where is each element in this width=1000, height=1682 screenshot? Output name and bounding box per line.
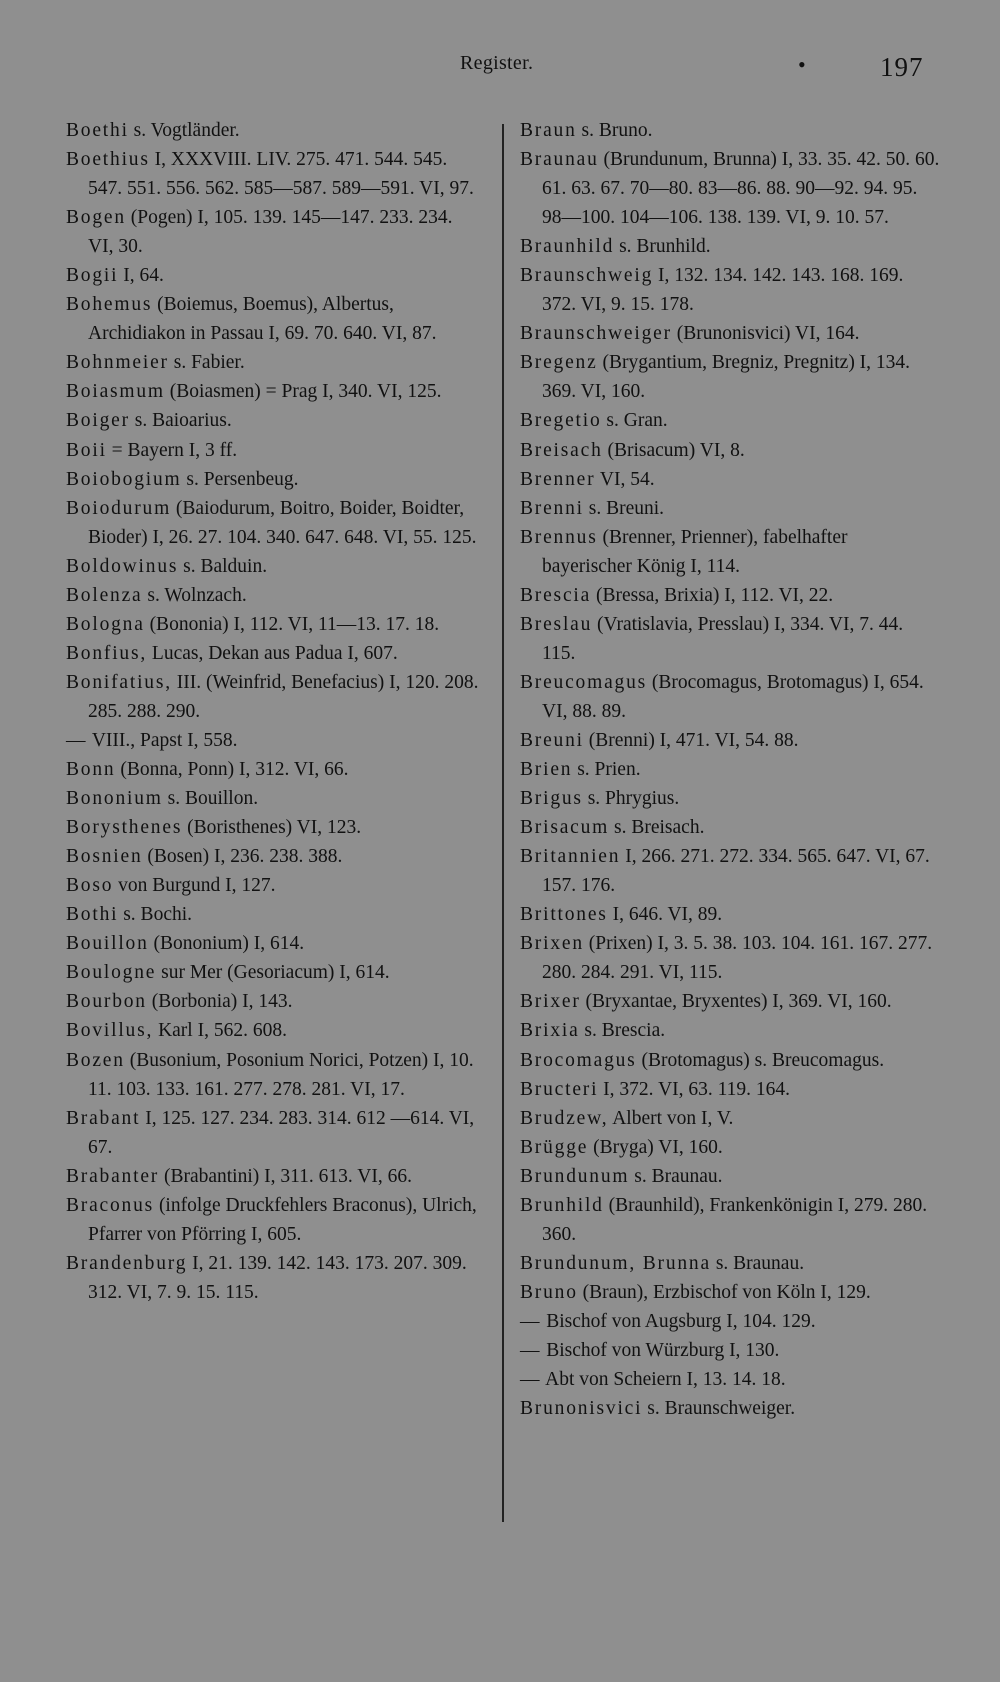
entry-headword: Bolenza	[66, 584, 143, 606]
index-entry	[520, 261, 940, 319]
entry-headword: Boldowinus	[66, 555, 179, 577]
entry-references: s. Braunau.	[629, 1165, 723, 1187]
entry-headword: Bonn	[66, 759, 116, 781]
entry-headword: Brocomagus	[520, 1049, 637, 1071]
entry-references: I, 646. VI, 89.	[607, 904, 723, 926]
entry-headword: —	[520, 1339, 542, 1361]
entry-references: I, 132. 134. 142. 143. 168. 169. 372. VI, 9. 15. 178.	[542, 265, 904, 316]
index-entry	[66, 813, 479, 842]
entry-references: (Baiodurum, Boitro, Boider, Boidter, Bioder) I, 26. 27. 104. 340. 647. 648. VI, 55. 125.	[88, 497, 477, 548]
entry-headword: Braunau	[520, 149, 599, 171]
entry-headword: Brudzew,	[520, 1107, 609, 1129]
entry-references: VIII., Papst I, 558.	[87, 729, 238, 751]
index-entry	[66, 1191, 479, 1249]
index-entry	[66, 1249, 479, 1307]
index-entry	[520, 755, 940, 784]
index-entry	[66, 1016, 479, 1045]
entry-headword: Boulogne	[66, 962, 157, 984]
entry-references: I, XXXVIII. LIV. 275. 471. 544. 545. 547. 551. 556. 562. 585—587. 589—591. VI, 97.	[88, 149, 474, 200]
index-entry	[66, 987, 479, 1016]
index-entry	[520, 1365, 940, 1394]
index-entry	[520, 1016, 940, 1045]
index-entry	[520, 1046, 940, 1075]
entry-references: (Bonna, Ponn) I, 312. VI, 66.	[115, 759, 349, 781]
entry-references: (Bosen) I, 236. 238. 388.	[142, 846, 343, 868]
index-entry	[520, 1191, 940, 1249]
index-entry	[66, 755, 479, 784]
entry-headword: Britannien	[520, 846, 621, 868]
entry-references: VI, 54.	[595, 468, 655, 490]
index-entry	[66, 494, 479, 552]
entry-references: (Brenner, Prienner), fabelhafter bayerischer König I, 114.	[542, 526, 848, 577]
entry-headword: Braconus	[66, 1194, 155, 1216]
entry-headword: Breisach	[520, 439, 603, 461]
entry-references: (Brotomagus) s. Breucomagus.	[636, 1049, 885, 1071]
entry-references: s. Wolnzach.	[142, 584, 247, 606]
entry-headword: Boethi	[66, 120, 129, 141]
index-entry	[66, 261, 479, 290]
entry-headword: Bourbon	[66, 991, 147, 1013]
entry-headword: Bohnmeier	[66, 352, 169, 374]
entry-references: (Bryxantae, Bryxentes) I, 369. VI, 160.	[580, 991, 892, 1013]
index-entry	[520, 1336, 940, 1365]
entry-references: s. Brescia.	[579, 1020, 666, 1042]
entry-headword: Bregenz	[520, 352, 598, 374]
entry-references: Karl I, 562. 608.	[153, 1020, 287, 1042]
index-entry	[520, 348, 940, 406]
entry-headword: Bologna	[66, 613, 145, 635]
index-entry	[520, 406, 940, 435]
index-entry	[66, 1104, 479, 1162]
index-entry	[66, 465, 479, 494]
index-entry	[66, 958, 479, 987]
entry-references: (Pogen) I, 105. 139. 145—147. 233. 234. VI, 30.	[88, 207, 453, 258]
entry-headword: Bogen	[66, 207, 126, 229]
entry-references: s. Prien.	[572, 759, 641, 781]
entry-headword: —	[520, 1369, 542, 1391]
index-entry	[66, 1162, 479, 1191]
entry-headword: Brien	[520, 759, 573, 781]
index-entry	[520, 1162, 940, 1191]
entry-references: I, 372. VI, 63. 119. 164.	[598, 1078, 791, 1100]
entry-headword: Bouillon	[66, 933, 149, 955]
entry-headword: Bothi	[66, 904, 119, 926]
index-entry	[520, 784, 940, 813]
entry-references: (Brunonisvici) VI, 164.	[671, 323, 860, 345]
entry-headword: Brixen	[520, 933, 584, 955]
entry-references: I, 125. 127. 234. 283. 314. 612 —614. VI, 67.	[88, 1107, 475, 1158]
entry-references: s. Bouillon.	[162, 788, 259, 810]
left-column	[66, 116, 479, 1307]
entry-headword: Bovillus,	[66, 1020, 154, 1042]
entry-references: (Boristhenes) VI, 123.	[182, 817, 362, 839]
index-entry	[520, 145, 940, 232]
entry-headword: Bogii	[66, 265, 119, 287]
index-entry	[66, 290, 479, 348]
entry-headword: Brittones	[520, 904, 608, 926]
entry-references: s. Breisach.	[609, 817, 705, 839]
entry-references: s. Bruno.	[576, 120, 653, 141]
entry-headword: Braunschweig	[520, 265, 654, 287]
entry-references: Bischof von Augsburg I, 104. 129.	[541, 1310, 816, 1332]
header-dot: •	[798, 52, 806, 77]
index-entry	[520, 900, 940, 929]
index-entry	[520, 436, 940, 465]
entry-headword: Breslau	[520, 613, 593, 635]
index-entry	[520, 494, 940, 523]
entry-references: s. Braunschweiger.	[642, 1398, 796, 1420]
entry-headword: Boii	[66, 439, 107, 461]
entry-headword: Boiodurum	[66, 497, 172, 519]
entry-references: (Brabantini) I, 311. 613. VI, 66.	[159, 1165, 412, 1187]
entry-references: Bischof von Würzburg I, 130.	[541, 1339, 780, 1361]
entry-headword: Bononium	[66, 788, 163, 810]
entry-references: III. (Weinfrid, Benefacius) I, 120. 208. 285. 288. 290.	[88, 671, 479, 722]
index-entry	[66, 900, 479, 929]
entry-references: s. Gran.	[601, 410, 668, 432]
index-entry	[520, 987, 940, 1016]
entry-headword: Bohemus	[66, 294, 153, 316]
entry-references: (Boiemus, Boemus), Albertus, Archidiakon in Passau I, 69. 70. 640. VI, 87.	[88, 294, 437, 345]
index-entry	[520, 581, 940, 610]
index-entry	[520, 668, 940, 726]
right-column	[520, 116, 940, 1423]
entry-headword: Brabanter	[66, 1165, 160, 1187]
entry-references: s. Breuni.	[583, 497, 665, 519]
entry-headword: Boiasmum	[66, 381, 165, 403]
entry-references: I, 64.	[118, 265, 164, 287]
entry-headword: Borysthenes	[66, 817, 183, 839]
entry-headword: Breucomagus	[520, 671, 648, 693]
entry-headword: Brenni	[520, 497, 584, 519]
column-divider	[502, 124, 504, 1522]
running-header: Register.	[460, 52, 534, 74]
index-entry	[66, 203, 479, 261]
index-entry	[520, 842, 940, 900]
index-entry	[66, 406, 479, 435]
index-entry	[66, 436, 479, 465]
entry-references: (Braun), Erzbischof von Köln I, 129.	[577, 1281, 871, 1303]
index-entry	[520, 523, 940, 581]
entry-headword: Bosnien	[66, 846, 143, 868]
entry-references: s. Braunau.	[710, 1252, 805, 1274]
entry-references: s. Balduin.	[178, 555, 268, 577]
entry-headword: Breuni	[520, 729, 584, 751]
entry-references: = Bayern I, 3 ff.	[106, 439, 238, 461]
index-entry	[520, 1394, 940, 1423]
entry-references: (Brocomagus, Brotomagus) I, 654. VI, 88. 89.	[542, 671, 924, 722]
entry-headword: —	[66, 729, 88, 751]
index-entry	[520, 929, 940, 987]
entry-references: Abt von Scheiern I, 13. 14. 18.	[541, 1369, 786, 1391]
entry-headword: Brunhild	[520, 1194, 604, 1216]
entry-headword: Bonfius,	[66, 642, 148, 664]
index-entry	[66, 581, 479, 610]
entry-headword: Brisacum	[520, 817, 610, 839]
entry-headword: Bonifatius,	[66, 671, 172, 693]
entry-references: (Braunhild), Frankenkönigin I, 279. 280. 360.	[542, 1194, 928, 1245]
entry-references: (Brenni) I, 471. VI, 54. 88.	[583, 729, 799, 751]
index-entry	[66, 610, 479, 639]
entry-headword: —	[520, 1310, 542, 1332]
entry-headword: Brigus	[520, 788, 583, 810]
entry-headword: Bructeri	[520, 1078, 599, 1100]
index-entry	[66, 116, 479, 145]
entry-headword: Bruno	[520, 1281, 578, 1303]
entry-headword: Brixer	[520, 991, 581, 1013]
entry-headword: Brandenburg	[66, 1252, 188, 1274]
page-number: 197	[880, 52, 924, 82]
entry-headword: Braunhild	[520, 236, 615, 258]
index-entry	[66, 784, 479, 813]
index-entry	[520, 610, 940, 668]
entry-references: s. Baioarius.	[129, 410, 232, 432]
entry-headword: Brescia	[520, 584, 592, 606]
index-entry	[66, 639, 479, 668]
entry-headword: Brunonisvici	[520, 1398, 643, 1420]
index-entry	[66, 871, 479, 900]
entry-references: (Borbonia) I, 143.	[146, 991, 293, 1013]
entry-references: sur Mer (Gesoriacum) I, 614.	[156, 962, 390, 984]
index-entry	[66, 842, 479, 871]
entry-references: (Bononia) I, 112. VI, 11—13. 17. 18.	[144, 613, 440, 635]
entry-references: von Burgund I, 127.	[113, 875, 276, 897]
entry-references: I, 21. 139. 142. 143. 173. 207. 309. 312. VI, 7. 9. 15. 115.	[88, 1252, 467, 1303]
entry-headword: Brennus	[520, 526, 598, 548]
index-entry	[66, 1046, 479, 1104]
index-entry	[66, 377, 479, 406]
entry-references: s. Vogtländer.	[128, 120, 240, 141]
entry-references: s. Bochi.	[118, 904, 193, 926]
index-entry	[520, 319, 940, 348]
entry-references: (Bressa, Brixia) I, 112. VI, 22.	[591, 584, 834, 606]
entry-headword: Braun	[520, 120, 577, 141]
index-entry	[66, 726, 479, 755]
index-entry	[66, 552, 479, 581]
index-entry	[520, 116, 940, 145]
index-entry	[66, 929, 479, 958]
entry-headword: Brabant	[66, 1107, 141, 1129]
entry-headword: Brundunum, Brunna	[520, 1252, 711, 1274]
entry-references: (Prixen) I, 3. 5. 38. 103. 104. 161. 167. 277. 280. 284. 291. VI, 115.	[542, 933, 933, 984]
entry-headword: Boiger	[66, 410, 130, 432]
entry-references: s. Brunhild.	[614, 236, 711, 258]
entry-references: (Brygantium, Bregniz, Pregnitz) I, 134. 369. VI, 160.	[542, 352, 911, 403]
entry-references: (Boiasmen) = Prag I, 340. VI, 125.	[164, 381, 442, 403]
entry-headword: Bozen	[66, 1049, 125, 1071]
entry-references: (Brisacum) VI, 8.	[602, 439, 745, 461]
entry-references: (Bryga) VI, 160.	[588, 1136, 723, 1158]
index-entry	[520, 465, 940, 494]
entry-references: s. Persenbeug.	[181, 468, 299, 490]
index-entry	[520, 1104, 940, 1133]
entry-references: s. Fabier.	[168, 352, 245, 374]
index-entry	[520, 1249, 940, 1278]
entry-references: s. Phrygius.	[582, 788, 680, 810]
index-entry	[66, 145, 479, 203]
entry-headword: Boso	[66, 875, 114, 897]
entry-headword: Boiobogium	[66, 468, 182, 490]
entry-headword: Boethius	[66, 149, 150, 171]
index-entry	[520, 1075, 940, 1104]
index-entry	[66, 668, 479, 726]
entry-headword: Brundunum	[520, 1165, 630, 1187]
index-entry	[520, 726, 940, 755]
entry-references: (infolge Druckfehlers Braconus), Ulrich, Pfarrer von Pförring I, 605.	[88, 1194, 477, 1245]
entry-headword: Brenner	[520, 468, 596, 490]
entry-references: I, 266. 271. 272. 334. 565. 647. VI, 67. 157. 176.	[542, 846, 930, 897]
entry-references: (Bononium) I, 614.	[148, 933, 305, 955]
index-entry	[520, 1278, 940, 1307]
entry-references: (Busonium, Posonium Norici, Potzen) I, 10. 11. 103. 133. 161. 277. 278. 281. VI, 17.	[88, 1049, 474, 1100]
index-entry	[520, 232, 940, 261]
index-entry	[520, 1133, 940, 1162]
entry-headword: Brügge	[520, 1136, 589, 1158]
entry-headword: Brixia	[520, 1020, 580, 1042]
entry-headword: Braunschweiger	[520, 323, 672, 345]
index-entry	[520, 813, 940, 842]
entry-references: (Vratislavia, Presslau) I, 334. VI, 7. 44. 115.	[542, 613, 904, 664]
index-entry	[66, 348, 479, 377]
entry-headword: Bregetio	[520, 410, 602, 432]
index-entry	[520, 1307, 940, 1336]
entry-references: Albert von I, V.	[608, 1107, 734, 1129]
entry-references: Lucas, Dekan aus Padua I, 607.	[147, 642, 398, 664]
entry-references: (Brundunum, Brunna) I, 33. 35. 42. 50. 60. 61. 63. 67. 70—80. 83—86. 88. 90—92. 94. 95. 98—100. 104—106. 138. 139. VI, 9. 10. 57.	[542, 149, 940, 229]
